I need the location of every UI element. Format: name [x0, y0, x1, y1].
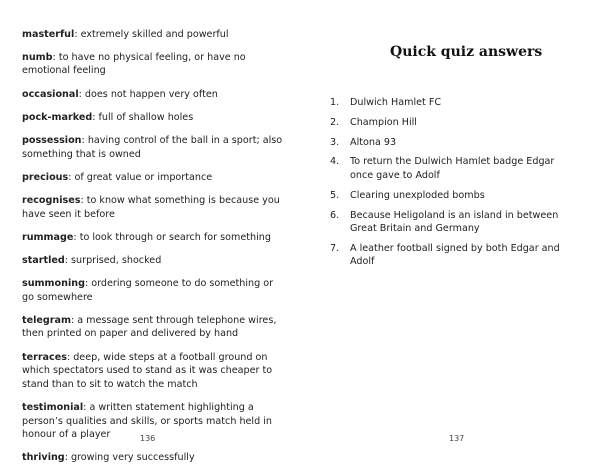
glossary-entry [22, 51, 284, 78]
glossary-term: possession [22, 134, 82, 146]
answer-item [330, 136, 570, 150]
glossary-term: testimonial [22, 402, 84, 413]
answer-item [330, 155, 570, 182]
glossary-definition: : surprised, shocked [64, 254, 162, 266]
glossary-list [22, 18, 284, 471]
answer-item [330, 209, 570, 236]
glossary-term: thriving [22, 452, 65, 464]
glossary-entry [22, 134, 284, 161]
answer-number: 4. [330, 156, 340, 168]
glossary-definition: : does not happen very often [78, 88, 218, 100]
glossary-term: precious [22, 171, 69, 183]
answer-number: 2. [330, 116, 340, 128]
page-number: 137 [449, 434, 465, 443]
glossary-term: startled [22, 254, 65, 266]
quiz-title: Quick quiz answers [390, 44, 543, 60]
glossary-entry [22, 254, 284, 268]
page-number: 136 [140, 434, 156, 443]
glossary-definition: : a written statement highlighting a person’s qualities and skills, or sports match held in honour of a player [22, 402, 272, 441]
glossary-term: occasional [22, 88, 79, 100]
answer-item [330, 189, 570, 203]
answer-text: Altona 93 [350, 136, 397, 148]
left-page [0, 0, 300, 464]
answer-item [330, 96, 570, 110]
glossary-definition: : deep, wide steps at a football ground on which spectators used to stand as it was cheaper to stand than to sit to watch the match [22, 351, 273, 390]
glossary-term: rummage [22, 231, 74, 243]
glossary-entry [22, 111, 284, 125]
answer-text: Champion Hill [350, 116, 417, 128]
right-page [300, 0, 600, 460]
glossary-definition: : to look through or search for something [73, 231, 271, 243]
glossary-definition: : of great value or importance [68, 171, 213, 183]
glossary-entry [22, 194, 284, 221]
answer-number: 6. [330, 209, 340, 221]
glossary-definition: : having control of the ball in a sport; also something that is owned [22, 134, 283, 160]
glossary-entry [22, 231, 284, 245]
glossary-entry [22, 351, 284, 392]
answer-number: 1. [330, 97, 340, 108]
glossary-entry [22, 277, 284, 304]
answer-text: Because Heligoland is an island in between Great Britain and Germany [350, 209, 559, 235]
answer-text: Clearing unexploded bombs [350, 189, 485, 201]
glossary-definition: : to know what something is because you have seen it before [22, 194, 280, 220]
glossary-term: recognises [22, 194, 81, 206]
answer-text: A leather football signed by both Edgar and Adolf [350, 242, 560, 268]
glossary-definition: : to have no physical feeling, or have no emotional feeling [22, 51, 246, 77]
answer-number: 3. [330, 136, 340, 148]
glossary-entry [22, 88, 284, 102]
glossary-term: pock-marked [22, 111, 93, 123]
glossary-definition: : a message sent through telephone wires, then printed on paper and delivered by hand [22, 314, 277, 340]
glossary-entry [22, 451, 284, 465]
glossary-definition: : extremely skilled and powerful [74, 28, 229, 40]
answer-text: Dulwich Hamlet FC [350, 97, 442, 108]
glossary-term: terraces [22, 351, 67, 363]
glossary-term: numb [22, 51, 53, 63]
answer-text: To return the Dulwich Hamlet badge Edgar once gave to Adolf [350, 156, 555, 181]
answer-list [330, 96, 570, 275]
answer-item [330, 116, 570, 130]
glossary-entry [22, 28, 284, 42]
glossary-entry [22, 171, 284, 185]
glossary-definition: : ordering someone to do something or go somewhere [22, 278, 274, 303]
glossary-definition: : growing very successfully [64, 452, 195, 464]
glossary-term: masterful [22, 28, 75, 40]
answer-number: 5. [330, 189, 340, 201]
glossary-term: summoning [22, 278, 85, 290]
glossary-term: telegram [22, 314, 71, 326]
answer-number: 7. [330, 242, 340, 254]
glossary-entry [22, 314, 284, 341]
answer-item [330, 242, 570, 269]
glossary-definition: : full of shallow holes [92, 111, 194, 123]
